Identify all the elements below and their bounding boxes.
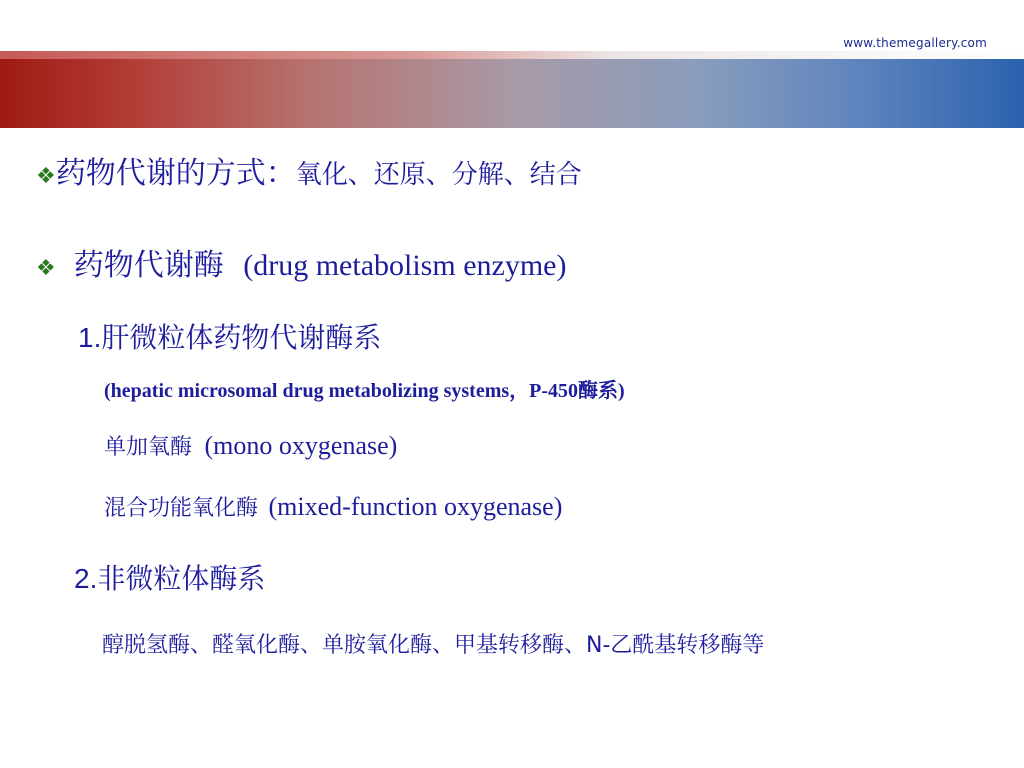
- non-microsomal-title: 非微粒体酶系: [97, 562, 266, 595]
- mono-oxygenase-line: [104, 430, 397, 461]
- item-number: 2.: [74, 563, 98, 594]
- metabolism-methods-list: 氧化、还原、分解、结合: [295, 160, 582, 190]
- mixed-function-oxygenase-en: (mixed-function oxygenase): [268, 492, 563, 521]
- bullet-metabolism-methods: [36, 148, 582, 192]
- diamond-bullet-icon: ❖: [36, 256, 56, 281]
- mono-oxygenase-cn: 单加氧酶: [104, 435, 193, 460]
- diamond-bullet-icon: ❖: [36, 164, 56, 189]
- mixed-function-oxygenase-line: [104, 491, 562, 522]
- metabolism-enzyme-title: 药物代谢酶: [73, 248, 224, 283]
- hepatic-microsomal-title: 肝微粒体药物代谢酶系: [101, 321, 382, 354]
- metabolism-enzyme-english: (drug metabolism enzyme): [243, 249, 567, 282]
- mono-oxygenase-en: (mono oxygenase): [204, 431, 398, 460]
- header-banner: [0, 51, 1024, 128]
- item-non-microsomal: [74, 557, 265, 597]
- mixed-function-oxygenase-cn: 混合功能氧化酶: [104, 496, 259, 521]
- bullet-metabolism-enzyme: [36, 240, 566, 284]
- hepatic-microsomal-english: (hepatic microsomal drug metabolizing systems，P-450酶系): [104, 380, 625, 402]
- website-url: www.themegallery.com: [843, 36, 987, 50]
- item-number: 1.: [78, 322, 102, 353]
- metabolism-methods-title: 药物代谢的方式：: [55, 156, 296, 191]
- item-hepatic-microsomal: [78, 316, 381, 356]
- header-banner-highlight: [0, 51, 1024, 59]
- non-microsomal-enzyme-list: 醇脱氢酶、醛氧化酶、单胺氧化酶、甲基转移酶、N-乙酰基转移酶等: [102, 633, 765, 658]
